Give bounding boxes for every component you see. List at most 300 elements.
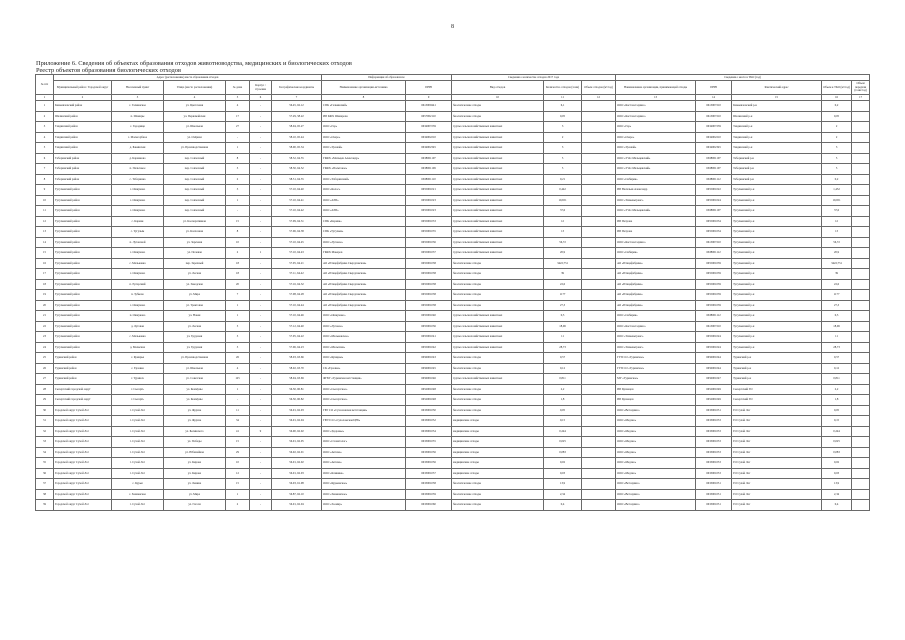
table-cell: ООО «Тюменьтранс» <box>616 342 696 353</box>
table-cell: ООО «АТП» <box>322 195 406 206</box>
table-cell: 6652001049 <box>696 384 732 395</box>
table-cell: 0,4 <box>544 500 582 511</box>
table-row <box>36 395 870 406</box>
table-cell: 0,12 <box>544 363 582 374</box>
column-number: 4 <box>164 95 226 101</box>
table-cell <box>582 416 616 427</box>
table-row <box>36 374 870 385</box>
table-cell: 1 <box>226 143 250 154</box>
table-cell: ООО «Мальковское» <box>322 332 406 343</box>
table-cell: ООО «Тюменьтранс» <box>616 332 696 343</box>
table-cell: 0,5 <box>822 311 852 322</box>
table-cell: 0,02 <box>544 458 582 469</box>
table-cell: 6656001046 <box>406 374 452 385</box>
table-cell: Тугулымский р-н <box>732 300 822 311</box>
table-cell: Городской округ Сухой Лог <box>54 479 112 490</box>
table-cell: АО «Птицефабрика Свердловская» <box>322 290 406 301</box>
table-cell: - <box>226 206 250 217</box>
table-cell <box>582 311 616 322</box>
table-cell: ООО «Медэко» <box>616 426 696 437</box>
table-cell: 37 <box>36 479 54 490</box>
table-cell <box>582 447 616 458</box>
table-cell: Тугулымский район <box>54 237 112 248</box>
table-cell: п. Луговской <box>112 237 164 248</box>
table-cell: 6638001107 <box>696 206 732 217</box>
table-cell: Тугулымский р-н <box>732 258 822 269</box>
table-cell: Тугулымский р-н <box>732 206 822 217</box>
table-cell: 56.50, 60.82 <box>272 395 322 406</box>
table-cell: ООО «Ошкуково» <box>322 311 406 322</box>
table-cell: 1 <box>226 195 250 206</box>
column-header: ИНН <box>406 81 452 95</box>
table-cell: Тугулымский р-н <box>732 216 822 227</box>
table-cell: ООО «Зоомир» <box>322 500 406 511</box>
table-cell: 11 <box>226 405 250 416</box>
group-header-source: Адрес (расположение) места образования отходов <box>54 75 322 81</box>
table-cell: Городской округ Сухой Лог <box>54 489 112 500</box>
table-cell: - <box>250 342 272 353</box>
table-cell: - <box>250 143 272 154</box>
column-number: 14 <box>696 95 732 101</box>
table-cell: Тугулымский р-н <box>732 290 822 301</box>
table-cell <box>582 111 616 122</box>
table-row <box>36 269 870 280</box>
table-cell: ООО «Озеро» <box>616 132 696 143</box>
table-cell: 3422,751 <box>544 258 582 269</box>
table-cell: 6655001042 <box>406 342 452 353</box>
table-cell: ООО «Луговое» <box>322 237 406 248</box>
table-cell: - <box>250 227 272 238</box>
table-cell: 9 <box>36 185 54 196</box>
table-cell: 6655001041 <box>406 332 452 343</box>
table-cell: ГО Сухой Лог <box>732 500 822 511</box>
table-cell: 22 <box>36 321 54 332</box>
table-cell: 6633001051 <box>696 405 732 416</box>
table-cell: Тугулымский район <box>54 311 112 322</box>
table-cell: 6655001035 <box>406 227 452 238</box>
table-cell <box>582 206 616 217</box>
table-cell <box>852 164 870 175</box>
table-cell: 27,3 <box>544 300 582 311</box>
table-cell <box>582 300 616 311</box>
table-cell: с. Городище <box>112 122 164 133</box>
table-cell: Тугулымский район <box>54 206 112 217</box>
column-number: 16 <box>822 95 852 101</box>
table-cell: Тугулымский р-н <box>732 237 822 248</box>
table-cell: 58.02, 63.70 <box>272 363 322 374</box>
table-cell: ул. Озёрная <box>164 132 226 143</box>
table-cell: трупы сельскохозяйственных животных <box>452 132 544 143</box>
table-cell: 6613000441 <box>406 101 452 112</box>
table-cell: биологические отходы <box>452 101 544 112</box>
table-cell: пер. Совхозный <box>164 185 226 196</box>
table-cell: биологические отходы <box>452 395 544 406</box>
table-cell: Тугулымский р-н <box>732 342 822 353</box>
table-cell: 6656001045 <box>406 363 452 374</box>
table-cell: 39 <box>822 269 852 280</box>
table-cell: - <box>250 479 272 490</box>
table-cell: 6652001048 <box>406 384 452 395</box>
table-cell: с. Ошкуково <box>112 269 164 280</box>
table-cell: ИП Васильев Александр <box>616 185 696 196</box>
table-cell: 6638001107 <box>696 153 732 164</box>
table-cell: ООО «Кумарья» <box>322 353 406 364</box>
table-cell: 0,03 <box>544 468 582 479</box>
table-cell <box>852 290 870 301</box>
table-cell: Таборинский район <box>54 164 112 175</box>
table-cell: ООО «Утёс-Мальцевский» <box>616 206 696 217</box>
table-cell: 56.50, 60.81 <box>272 384 322 395</box>
table-cell <box>582 269 616 280</box>
table-cell: СПК «Галкинский» <box>322 101 406 112</box>
table-cell: 8 <box>36 174 54 185</box>
table-cell: п. Шамары <box>112 111 164 122</box>
table-cell: 32 <box>36 426 54 437</box>
table-cell: ул. Победы <box>164 437 226 448</box>
table-cell: АО «Птицефабрика» <box>616 290 696 301</box>
table-row <box>36 384 870 395</box>
table-cell: с. Мальковка <box>112 258 164 269</box>
table-cell <box>852 405 870 416</box>
table-cell <box>582 321 616 332</box>
table-cell: Тавдинский район <box>54 143 112 154</box>
table-cell: ул. Новая <box>164 311 226 322</box>
table-cell: п. Ертарский <box>112 279 164 290</box>
table-row <box>36 143 870 154</box>
table-cell: ООО «Сысертское» <box>322 384 406 395</box>
table-cell: 6,1 <box>544 101 582 112</box>
table-cell: биологические отходы <box>452 258 544 269</box>
table-cell: Туринский район <box>54 353 112 364</box>
table-cell: 6656001044 <box>696 353 732 364</box>
table-cell: Тугулымский район <box>54 258 112 269</box>
table-cell: 6633001054 <box>406 426 452 437</box>
table-cell: 1,452 <box>822 185 852 196</box>
table-cell <box>582 258 616 269</box>
table-cell: 38 <box>36 489 54 500</box>
table-cell: ул. Производственная <box>164 353 226 364</box>
table-cell: Таборинский район <box>54 174 112 185</box>
table-cell: 0,244 <box>544 426 582 437</box>
table-cell: Туринский р-н <box>732 363 822 374</box>
table-cell: ГО Сухой Лог <box>732 437 822 448</box>
table-cell <box>852 468 870 479</box>
table-cell: 3422,751 <box>822 258 852 269</box>
table-cell: 1 <box>250 248 272 259</box>
table-cell <box>852 195 870 206</box>
table-cell <box>582 122 616 133</box>
table-cell: биологические отходы <box>452 384 544 395</box>
table-cell: 31 <box>36 416 54 427</box>
column-number: 5 <box>226 95 250 101</box>
table-cell: 2 <box>226 248 250 259</box>
table-cell: - <box>250 468 272 479</box>
table-cell: биологические отходы <box>452 363 544 374</box>
table-cell: Тавдинский р-н <box>732 143 822 154</box>
table-cell: - <box>250 122 272 133</box>
table-cell: - <box>250 500 272 511</box>
table-cell: 12 <box>36 216 54 227</box>
table-cell <box>852 363 870 374</box>
table-cell: 2 <box>226 500 250 511</box>
table-cell: - <box>250 458 272 469</box>
table-cell: биологические отходы <box>452 500 544 511</box>
table-cell: 6 <box>36 153 54 164</box>
table-cell: 6655001039 <box>696 290 732 301</box>
table-cell: Тугулымский район <box>54 195 112 206</box>
caption-line-2: Реестр объектов образования биологических отходов <box>36 67 181 74</box>
table-cell: 56,72 <box>544 237 582 248</box>
table-cell: 6655001034 <box>696 227 732 238</box>
table-cell: Тавдинский р-н <box>732 122 822 133</box>
column-header: Объем передачи (тонн/год) <box>852 81 870 95</box>
table-cell: 1 <box>226 384 250 395</box>
table-cell: 1,8 <box>544 395 582 406</box>
table-cell: Тугулымский р-н <box>732 195 822 206</box>
table-cell: ул. Белинского <box>164 426 226 437</box>
table-cell: Туринский район <box>54 363 112 374</box>
table-cell: биологические отходы <box>452 290 544 301</box>
table-cell: АО «Птицефабрика Свердловская» <box>322 269 406 280</box>
table-cell: Тавдинский р-н <box>732 132 822 143</box>
table-cell: 6655001036 <box>406 237 452 248</box>
table-cell: 6655001038 <box>406 279 452 290</box>
table-cell: 6655001038 <box>406 300 452 311</box>
table-cell: 56.45, 62.12 <box>272 101 322 112</box>
table-cell: 0,05 <box>822 111 852 122</box>
column-number: 13 <box>616 95 696 101</box>
table-cell: с. Ошкуково <box>112 300 164 311</box>
table-cell: трупы сельскохозяйственных животных <box>452 311 544 322</box>
table-cell <box>582 101 616 112</box>
table-cell: Шалинский р-н <box>732 111 822 122</box>
table-cell: АО «Птицефабрика» <box>616 269 696 280</box>
table-cell: с. Мальгорбное <box>112 132 164 143</box>
table-cell: г. Сухой Лог <box>112 447 164 458</box>
table-cell: 57.29, 58.22 <box>272 111 322 122</box>
table-cell: медицинские отходы <box>452 447 544 458</box>
table-cell: ул. Ленина <box>164 479 226 490</box>
table-cell: Тугулымский р-н <box>732 269 822 280</box>
table-cell: 29 <box>226 447 250 458</box>
table-cell <box>852 426 870 437</box>
table-cell: - <box>250 332 272 343</box>
table-cell <box>582 426 616 437</box>
table-cell: 12 <box>544 216 582 227</box>
table-cell: д. Луговая <box>112 321 164 332</box>
table-cell: ООО «Медэко» <box>616 437 696 448</box>
table-cell: медицинские отходы <box>452 437 544 448</box>
table-cell: трупы сельскохозяйственных животных <box>452 143 544 154</box>
table-cell: г. Сухой Лог <box>112 468 164 479</box>
table-cell: ГКФХ «Пальтокое» <box>322 164 406 175</box>
table-cell: ул. Коммуны <box>164 395 226 406</box>
table-cell: 11 <box>822 332 852 343</box>
table-cell: ул. Заречная <box>164 237 226 248</box>
table-cell: 0,5 <box>544 311 582 322</box>
table-cell: ООО «Урожай» <box>616 143 696 154</box>
table-cell: с. Курьи <box>112 479 164 490</box>
table-cell: - <box>250 363 272 374</box>
table-row <box>36 332 870 343</box>
table-cell: 6633001053 <box>696 437 732 448</box>
table-cell: 6638001109 <box>406 164 452 175</box>
table-cell: ООО «Утёс-Мальцевский» <box>616 153 696 164</box>
table-cell: 15 <box>226 216 250 227</box>
table-row <box>36 206 870 217</box>
table-cell: Тугулымский район <box>54 185 112 196</box>
table-cell <box>852 332 870 343</box>
table-cell <box>852 174 870 185</box>
column-header: Фактический адрес <box>732 81 822 95</box>
table-cell: ООО «Клиника» <box>322 468 406 479</box>
table-row <box>36 342 870 353</box>
table-cell: 6634002345 <box>406 143 452 154</box>
table-cell: ООО «Колос» <box>322 185 406 196</box>
table-row <box>36 489 870 500</box>
table-cell: - <box>250 185 272 196</box>
table-cell: - <box>250 279 272 290</box>
table-cell: Таборинский район <box>54 153 112 164</box>
table-row <box>36 426 870 437</box>
table-cell <box>852 384 870 395</box>
table-cell: ООО «Медэко» <box>616 416 696 427</box>
table-cell: трупы сельскохозяйственных животных <box>452 216 544 227</box>
table-row <box>36 122 870 133</box>
table-cell <box>852 237 870 248</box>
table-cell: 22,6 <box>822 279 852 290</box>
table-cell: ИП Петрова <box>616 227 696 238</box>
table-cell: 34 <box>226 416 250 427</box>
table-cell: 3 <box>226 342 250 353</box>
table-cell: 125 <box>226 374 250 385</box>
table-cell: д. Мальгина <box>112 342 164 353</box>
table-cell <box>852 227 870 238</box>
table-cell: 6638001112 <box>696 174 732 185</box>
table-cell: ул. Трактовая <box>164 300 226 311</box>
table-cell <box>852 122 870 133</box>
table-cell <box>582 279 616 290</box>
table-cell: - <box>250 101 272 112</box>
table-cell: 5 <box>544 164 582 175</box>
table-cell: Тугулымский р-н <box>732 185 822 196</box>
table-cell: 7 <box>36 164 54 175</box>
table-cell: 57.10, 64.45 <box>272 237 322 248</box>
table-cell: с. Кумарья <box>112 353 164 364</box>
table-cell: - <box>250 164 272 175</box>
table-cell: трупы сельскохозяйственных животных <box>452 185 544 196</box>
table-cell: г. Сухой Лог <box>112 416 164 427</box>
table-cell: 13 <box>544 227 582 238</box>
table-cell: Сысертский городской округ <box>54 384 112 395</box>
table-cell: 6655001024 <box>696 342 732 353</box>
table-cell: 6638001112 <box>696 248 732 259</box>
table-cell <box>852 447 870 458</box>
column-header: ИНН <box>696 81 732 95</box>
table-cell: 39 <box>36 500 54 511</box>
table-cell <box>582 290 616 301</box>
table-cell: 1 <box>226 311 250 322</box>
table-cell: 27 <box>226 122 250 133</box>
table-cell: ул. Заводская <box>164 279 226 290</box>
table-cell: 6655001039 <box>696 258 732 269</box>
table-cell: с. Ерзовка <box>112 363 164 374</box>
table-cell: 20 <box>226 279 250 290</box>
header-column-row <box>36 81 870 95</box>
column-number: 17 <box>852 95 870 101</box>
table-cell: 0,2 <box>822 174 852 185</box>
table-cell: ул. Трудовая <box>164 342 226 353</box>
table-cell: ГУП СО «Туринское» <box>616 353 696 364</box>
table-cell: Таборинский р-н <box>732 174 822 185</box>
table-cell: ООО «Луговое» <box>322 321 406 332</box>
table-cell: ул. Фрунзе <box>164 405 226 416</box>
table-row <box>36 227 870 238</box>
table-cell: 21 <box>36 311 54 322</box>
table-cell: 6655001038 <box>406 258 452 269</box>
column-header: № дома <box>226 81 250 95</box>
table-cell: Городской округ Сухой Лог <box>54 447 112 458</box>
table-cell: пер. Заречный <box>164 258 226 269</box>
table-cell: трупы сельскохозяйственных животных <box>452 332 544 343</box>
table-cell: трупы сельскохозяйственных животных <box>452 206 544 217</box>
table-cell: 6633001055 <box>406 437 452 448</box>
table-cell: г. Сысерть <box>112 384 164 395</box>
page-number: 8 <box>451 24 454 30</box>
table-cell: 57.05, 64.21 <box>272 258 322 269</box>
table-cell: 12 <box>226 468 250 479</box>
table-cell: 3 <box>226 185 250 196</box>
table-cell <box>582 227 616 238</box>
table-cell <box>852 479 870 490</box>
table-cell: ООО «Сибиряк» <box>616 248 696 259</box>
table-row <box>36 363 870 374</box>
table-cell: 20,9 <box>544 248 582 259</box>
table-cell: 57.10, 64.40 <box>272 185 322 196</box>
table-cell: ООО «Здоровье» <box>322 426 406 437</box>
table-cell <box>582 458 616 469</box>
table-row <box>36 185 870 196</box>
table-cell: ул. Производственная <box>164 143 226 154</box>
table-cell: 18,06 <box>544 321 582 332</box>
table-cell: ООО «Кастом-Сервис» <box>616 111 696 122</box>
table-cell: 41 <box>226 426 250 437</box>
column-number: 7 <box>272 95 322 101</box>
table-cell: ООО «Кастом-Сервис» <box>616 101 696 112</box>
column-header: № п/п <box>36 75 54 95</box>
table-cell: п. Ошкуково <box>112 311 164 322</box>
table-cell <box>582 437 616 448</box>
table-cell: трупы сельскохозяйственных животных <box>452 164 544 175</box>
table-cell: СПК «Тугулым» <box>322 227 406 238</box>
table-cell: 4 <box>226 363 250 374</box>
table-cell: 5 <box>544 153 582 164</box>
table-cell: 37,6 <box>544 206 582 217</box>
table-cell: 3 <box>822 143 852 154</box>
table-cell: СПК «Кармак» <box>322 216 406 227</box>
table-cell: 56,72 <box>822 237 852 248</box>
table-cell <box>852 342 870 353</box>
table-cell: ООО «Медэко» <box>616 447 696 458</box>
table-cell: Тугулымский район <box>54 227 112 238</box>
table-cell: 2 <box>226 174 250 185</box>
table-cell: 6633001056 <box>406 447 452 458</box>
table-cell <box>582 153 616 164</box>
table-cell: 56.91, 62.03 <box>272 405 322 416</box>
table-cell: 1 <box>226 300 250 311</box>
table-cell: - <box>226 132 250 143</box>
table-cell: 3 <box>544 122 582 133</box>
